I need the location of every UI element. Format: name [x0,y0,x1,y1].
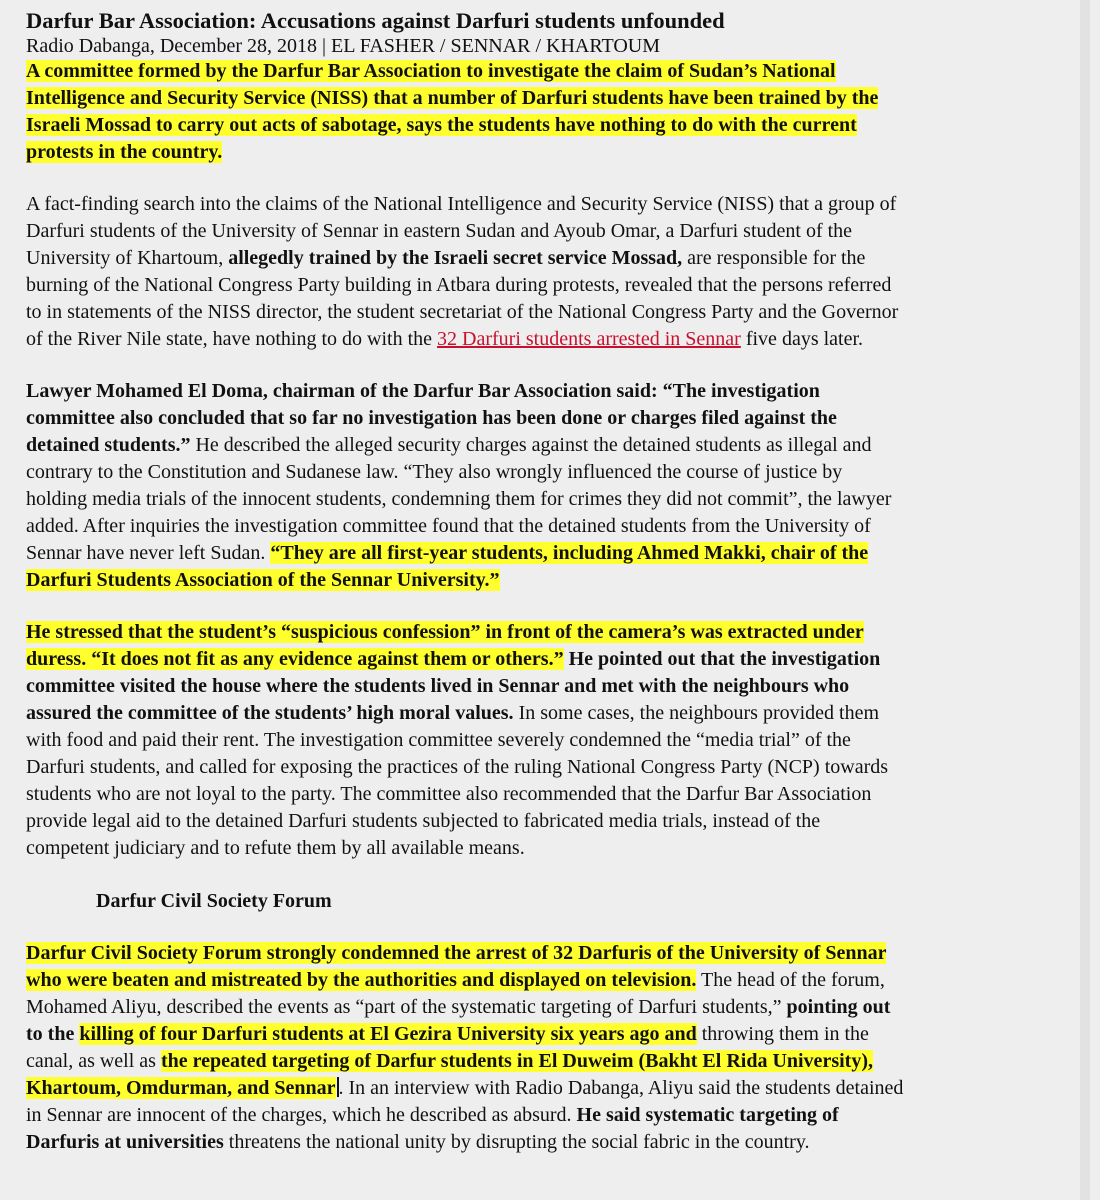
text-line: to in statements of the NISS director, the student secretariat of the National Congress Party and the Governor [26,301,899,323]
text-line: competent judiciary and to refute them by all available means. [26,837,525,859]
text-line: to the killing of four Darfuri students at El Gezira University six years ago and throwing them in the [26,1023,869,1045]
highlighted-phrase: Darfuri Students Association of the Sennar University.” [26,569,500,591]
text-line: duress. “It does not fit as any evidence against them or others.” He pointed out that the investigation [26,648,881,670]
text-line: Khartoum, Omdurman, and Sennar . In an interview with Radio Dabanga, Aliyu said the students detained [26,1077,904,1099]
bold-line: committee also concluded that so far no investigation has been done or charges filed against the [26,407,837,429]
paragraph-confession [26,619,1080,862]
text-line: Sennar have never left Sudan. “They are all first-year students, including Ahmed Makki, chair of the [26,542,869,564]
students-arrested-link[interactable]: 32 Darfuri students arrested in Sennar [437,328,741,350]
highlighted-phrase: “They are all first-year students, including Ahmed Makki, chair of the [270,542,869,564]
text-line: Darfuri students, and called for exposing the practices of the ruling National Congress Party (NCP) towards [26,756,889,778]
lead-line: protests in the country. [26,141,223,163]
text-line: detained students.” He described the alleged security charges against the detained students as illegal and [26,434,872,456]
text-line: provide legal aid to the detained Darfuri students subjected to fabricated media trials, instead of the [26,810,821,832]
text-line: students who are not loyal to the party. The committee also recommended that the Darfur Bar Association [26,783,872,805]
text-line: canal, as well as the repeated targeting of Darfur students in El Duweim (Bakht El Rida University), [26,1050,873,1072]
paragraph-fact-finding [26,191,1080,353]
bold-phrase: allegedly trained by the Israeli secret service Mossad, [228,247,683,269]
paragraph-civil-society [26,940,1080,1156]
text-line: holding media trials of the innocent students, condemning them for crimes they did not commit”, the lawyer [26,488,892,510]
lead-line: A committee formed by the Darfur Bar Association to investigate the claim of Sudan’s National [26,60,836,82]
highlighted-phrase: He stressed that the student’s “suspicious confession” in front of the camera’s was extracted under [26,621,864,643]
text-line: who were beaten and mistreated by the authorities and displayed on television. The head of the forum, [26,969,885,991]
text-line: in Sennar are innocent of the charges, which he described as absurd. He said systematic targeting of [26,1104,839,1126]
article-byline: Radio Dabanga, December 28, 2018 | EL FASHER / SENNAR / KHARTOUM [26,35,661,57]
bold-line: Lawyer Mohamed El Doma, chairman of the Darfur Bar Association said: “The investigation [26,380,820,402]
lead-line: Intelligence and Security Service (NISS) that a number of Darfuri students have been trained by the [26,87,879,109]
text-line: burning of the National Congress Party building in Atbara during protests, revealed that the persons referred [26,274,892,296]
text-line: Mohamed Aliyu, described the events as “part of the systematic targeting of Darfuri students,” pointing out [26,996,891,1018]
paragraph-lawyer-quote [26,378,1080,594]
section-heading: Darfur Civil Society Forum [96,890,332,912]
text-line: University of Khartoum, allegedly trained by the Israeli secret service Mossad, are responsible for the [26,247,866,269]
lead-paragraph [26,58,1080,166]
text-line: assured the committee of the students’ high moral values. In some cases, the neighbours provided them [26,702,880,724]
highlighted-phrase: Darfur Civil Society Forum strongly condemned the arrest of 32 Darfuris of the University of Sennar [26,942,887,964]
lead-line: Israeli Mossad to carry out acts of sabotage, says the students have nothing to do with the current [26,114,857,136]
text-line: with food and paid their rent. The investigation committee severely condemned the “media trial” of the [26,729,851,751]
text-line: Darfuris at universities threatens the national unity by disrupting the social fabric in the country. [26,1131,810,1153]
text-line: Darfuri students of the University of Sennar in eastern Sudan and Ayoub Omar, a Darfuri student of the [26,220,853,242]
bold-line: committee visited the house where the students lived in Sennar and met with the neighbours who [26,675,850,697]
text-line: of the River Nile state, have nothing to do with the 32 Darfuri students arrested in Sennar five days later. [26,328,864,350]
article-title: Darfur Bar Association: Accusations against Darfuri students unfounded [26,8,725,33]
text-line: added. After inquiries the investigation committee found that the detained students from the University of [26,515,871,537]
text-line: A fact-finding search into the claims of the National Intelligence and Security Service (NISS) that a group of [26,193,897,215]
text-line: contrary to the Constitution and Sudanese law. “They also wrongly influenced the course of justice by [26,461,843,483]
